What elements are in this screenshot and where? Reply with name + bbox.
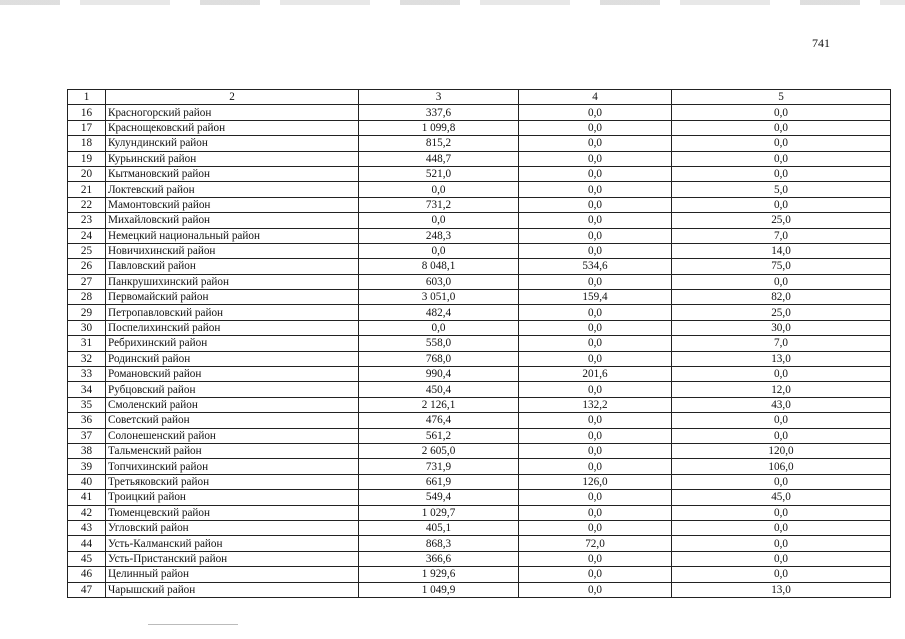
district-name: Рубцовский район <box>106 382 359 397</box>
value-col-4: 132,2 <box>519 397 672 412</box>
district-name: Кулундинский район <box>106 136 359 151</box>
value-col-3: 768,0 <box>359 351 519 366</box>
value-col-3: 0,0 <box>359 213 519 228</box>
table-row <box>68 336 891 351</box>
row-number: 44 <box>68 536 106 551</box>
value-col-5: 30,0 <box>672 320 891 335</box>
value-col-5: 0,0 <box>672 505 891 520</box>
value-col-4: 0,0 <box>519 551 672 566</box>
district-name: Курьинский район <box>106 151 359 166</box>
row-number: 33 <box>68 367 106 382</box>
value-col-4: 0,0 <box>519 443 672 458</box>
table-row <box>68 505 891 520</box>
value-col-3: 3 051,0 <box>359 290 519 305</box>
value-col-4: 72,0 <box>519 536 672 551</box>
value-col-3: 337,6 <box>359 105 519 120</box>
value-col-5: 43,0 <box>672 397 891 412</box>
row-number: 31 <box>68 336 106 351</box>
value-col-5: 0,0 <box>672 136 891 151</box>
value-col-3: 549,4 <box>359 490 519 505</box>
row-number: 47 <box>68 582 106 597</box>
value-col-5: 13,0 <box>672 351 891 366</box>
row-number: 41 <box>68 490 106 505</box>
district-name: Чарышский район <box>106 582 359 597</box>
district-name: Топчихинский район <box>106 459 359 474</box>
scan-bottom-mark <box>148 624 238 625</box>
table-row <box>68 320 891 335</box>
value-col-5: 0,0 <box>672 413 891 428</box>
value-col-4: 159,4 <box>519 290 672 305</box>
table-row <box>68 290 891 305</box>
row-number: 18 <box>68 136 106 151</box>
value-col-4: 0,0 <box>519 182 672 197</box>
table-row <box>68 443 891 458</box>
district-name: Немецкий национальный район <box>106 228 359 243</box>
value-col-5: 82,0 <box>672 290 891 305</box>
table-row <box>68 382 891 397</box>
value-col-3: 990,4 <box>359 367 519 382</box>
value-col-4: 201,6 <box>519 367 672 382</box>
table-row <box>68 459 891 474</box>
value-col-3: 1 049,9 <box>359 582 519 597</box>
value-col-4: 0,0 <box>519 105 672 120</box>
value-col-4: 0,0 <box>519 505 672 520</box>
value-col-5: 0,0 <box>672 151 891 166</box>
value-col-3: 561,2 <box>359 428 519 443</box>
value-col-4: 0,0 <box>519 151 672 166</box>
value-col-3: 8 048,1 <box>359 259 519 274</box>
row-number: 42 <box>68 505 106 520</box>
row-number: 43 <box>68 520 106 535</box>
district-name: Смоленский район <box>106 397 359 412</box>
value-col-4: 0,0 <box>519 520 672 535</box>
value-col-5: 0,0 <box>672 197 891 212</box>
value-col-3: 731,9 <box>359 459 519 474</box>
value-col-4: 0,0 <box>519 197 672 212</box>
value-col-5: 0,0 <box>672 567 891 582</box>
value-col-4: 0,0 <box>519 166 672 181</box>
table-row <box>68 474 891 489</box>
value-col-5: 0,0 <box>672 105 891 120</box>
value-col-4: 0,0 <box>519 413 672 428</box>
district-name: Локтевский район <box>106 182 359 197</box>
district-name: Павловский район <box>106 259 359 274</box>
value-col-4: 0,0 <box>519 320 672 335</box>
value-col-3: 448,7 <box>359 151 519 166</box>
row-number: 46 <box>68 567 106 582</box>
table-row <box>68 197 891 212</box>
district-name: Тальменский район <box>106 443 359 458</box>
value-col-5: 13,0 <box>672 582 891 597</box>
district-name: Первомайский район <box>106 290 359 305</box>
district-name: Усть-Калманский район <box>106 536 359 551</box>
table-row <box>68 428 891 443</box>
value-col-5: 106,0 <box>672 459 891 474</box>
table-row <box>68 228 891 243</box>
row-number: 25 <box>68 243 106 258</box>
value-col-4: 0,0 <box>519 213 672 228</box>
value-col-5: 0,0 <box>672 536 891 551</box>
row-number: 23 <box>68 213 106 228</box>
table-row <box>68 551 891 566</box>
table-row <box>68 536 891 551</box>
value-col-4: 0,0 <box>519 351 672 366</box>
value-col-4: 0,0 <box>519 243 672 258</box>
value-col-3: 405,1 <box>359 520 519 535</box>
district-name: Ребрихинский район <box>106 336 359 351</box>
table-row <box>68 105 891 120</box>
row-number: 40 <box>68 474 106 489</box>
value-col-4: 0,0 <box>519 567 672 582</box>
value-col-4: 0,0 <box>519 120 672 135</box>
value-col-4: 534,6 <box>519 259 672 274</box>
table-row <box>68 151 891 166</box>
value-col-5: 75,0 <box>672 259 891 274</box>
district-name: Поспелихинский район <box>106 320 359 335</box>
value-col-5: 25,0 <box>672 213 891 228</box>
table-row <box>68 166 891 181</box>
value-col-4: 0,0 <box>519 428 672 443</box>
table-row <box>68 582 891 597</box>
value-col-3: 450,4 <box>359 382 519 397</box>
value-col-3: 0,0 <box>359 182 519 197</box>
value-col-3: 248,3 <box>359 228 519 243</box>
table-body <box>68 105 891 598</box>
value-col-3: 0,0 <box>359 320 519 335</box>
table-row <box>68 490 891 505</box>
value-col-4: 0,0 <box>519 274 672 289</box>
table-row <box>68 351 891 366</box>
value-col-5: 25,0 <box>672 305 891 320</box>
value-col-4: 0,0 <box>519 136 672 151</box>
value-col-3: 868,3 <box>359 536 519 551</box>
district-name: Солонешенский район <box>106 428 359 443</box>
value-col-5: 7,0 <box>672 336 891 351</box>
header-cell: 4 <box>519 90 672 105</box>
value-col-5: 5,0 <box>672 182 891 197</box>
table-row <box>68 259 891 274</box>
page-number: 741 <box>812 36 830 50</box>
district-name: Романовский район <box>106 367 359 382</box>
table-row <box>68 413 891 428</box>
table-row <box>68 182 891 197</box>
value-col-5: 0,0 <box>672 367 891 382</box>
value-col-5: 0,0 <box>672 166 891 181</box>
row-number: 20 <box>68 166 106 181</box>
table-row <box>68 120 891 135</box>
value-col-5: 7,0 <box>672 228 891 243</box>
value-col-3: 1 029,7 <box>359 505 519 520</box>
value-col-5: 12,0 <box>672 382 891 397</box>
value-col-4: 0,0 <box>519 582 672 597</box>
table-row <box>68 520 891 535</box>
value-col-3: 366,6 <box>359 551 519 566</box>
row-number: 36 <box>68 413 106 428</box>
value-col-5: 120,0 <box>672 443 891 458</box>
value-col-3: 661,9 <box>359 474 519 489</box>
value-col-3: 0,0 <box>359 243 519 258</box>
value-col-4: 0,0 <box>519 228 672 243</box>
value-col-4: 126,0 <box>519 474 672 489</box>
value-col-3: 482,4 <box>359 305 519 320</box>
row-number: 21 <box>68 182 106 197</box>
district-name: Кытмановский район <box>106 166 359 181</box>
value-col-5: 0,0 <box>672 274 891 289</box>
district-name: Родинский район <box>106 351 359 366</box>
value-col-5: 0,0 <box>672 120 891 135</box>
value-col-5: 0,0 <box>672 474 891 489</box>
row-number: 19 <box>68 151 106 166</box>
row-number: 34 <box>68 382 106 397</box>
value-col-3: 2 126,1 <box>359 397 519 412</box>
row-number: 22 <box>68 197 106 212</box>
value-col-3: 558,0 <box>359 336 519 351</box>
row-number: 35 <box>68 397 106 412</box>
value-col-3: 476,4 <box>359 413 519 428</box>
header-cell: 2 <box>106 90 359 105</box>
row-number: 16 <box>68 105 106 120</box>
value-col-5: 45,0 <box>672 490 891 505</box>
district-name: Тюменцевский район <box>106 505 359 520</box>
value-col-4: 0,0 <box>519 305 672 320</box>
header-cell: 5 <box>672 90 891 105</box>
value-col-4: 0,0 <box>519 382 672 397</box>
value-col-4: 0,0 <box>519 336 672 351</box>
data-table <box>67 89 891 598</box>
value-col-5: 0,0 <box>672 428 891 443</box>
value-col-5: 0,0 <box>672 551 891 566</box>
district-name: Панкрушихинский район <box>106 274 359 289</box>
table-row <box>68 567 891 582</box>
value-col-3: 521,0 <box>359 166 519 181</box>
district-name: Краснощековский район <box>106 120 359 135</box>
district-name: Михайловский район <box>106 213 359 228</box>
value-col-5: 14,0 <box>672 243 891 258</box>
row-number: 45 <box>68 551 106 566</box>
row-number: 26 <box>68 259 106 274</box>
row-number: 29 <box>68 305 106 320</box>
table-row <box>68 367 891 382</box>
district-name: Третьяковский район <box>106 474 359 489</box>
row-number: 27 <box>68 274 106 289</box>
district-name: Троицкий район <box>106 490 359 505</box>
value-col-5: 0,0 <box>672 520 891 535</box>
value-col-3: 815,2 <box>359 136 519 151</box>
row-number: 30 <box>68 320 106 335</box>
row-number: 39 <box>68 459 106 474</box>
table-header-row <box>68 90 891 105</box>
row-number: 32 <box>68 351 106 366</box>
header-cell: 3 <box>359 90 519 105</box>
table-row <box>68 243 891 258</box>
header-cell: 1 <box>68 90 106 105</box>
value-col-3: 603,0 <box>359 274 519 289</box>
row-number: 38 <box>68 443 106 458</box>
table-row <box>68 397 891 412</box>
district-name: Петропавловский район <box>106 305 359 320</box>
row-number: 28 <box>68 290 106 305</box>
district-name: Целинный район <box>106 567 359 582</box>
table-row <box>68 305 891 320</box>
district-name: Усть-Пристанский район <box>106 551 359 566</box>
value-col-3: 1 929,6 <box>359 567 519 582</box>
district-name: Красногорский район <box>106 105 359 120</box>
table-row <box>68 136 891 151</box>
value-col-3: 731,2 <box>359 197 519 212</box>
table-row <box>68 213 891 228</box>
district-name: Советский район <box>106 413 359 428</box>
district-name: Угловский район <box>106 520 359 535</box>
value-col-3: 2 605,0 <box>359 443 519 458</box>
table-row <box>68 274 891 289</box>
row-number: 17 <box>68 120 106 135</box>
row-number: 37 <box>68 428 106 443</box>
scan-top-edge <box>0 0 905 5</box>
district-name: Мамонтовский район <box>106 197 359 212</box>
value-col-4: 0,0 <box>519 490 672 505</box>
row-number: 24 <box>68 228 106 243</box>
district-name: Новичихинский район <box>106 243 359 258</box>
value-col-3: 1 099,8 <box>359 120 519 135</box>
value-col-4: 0,0 <box>519 459 672 474</box>
